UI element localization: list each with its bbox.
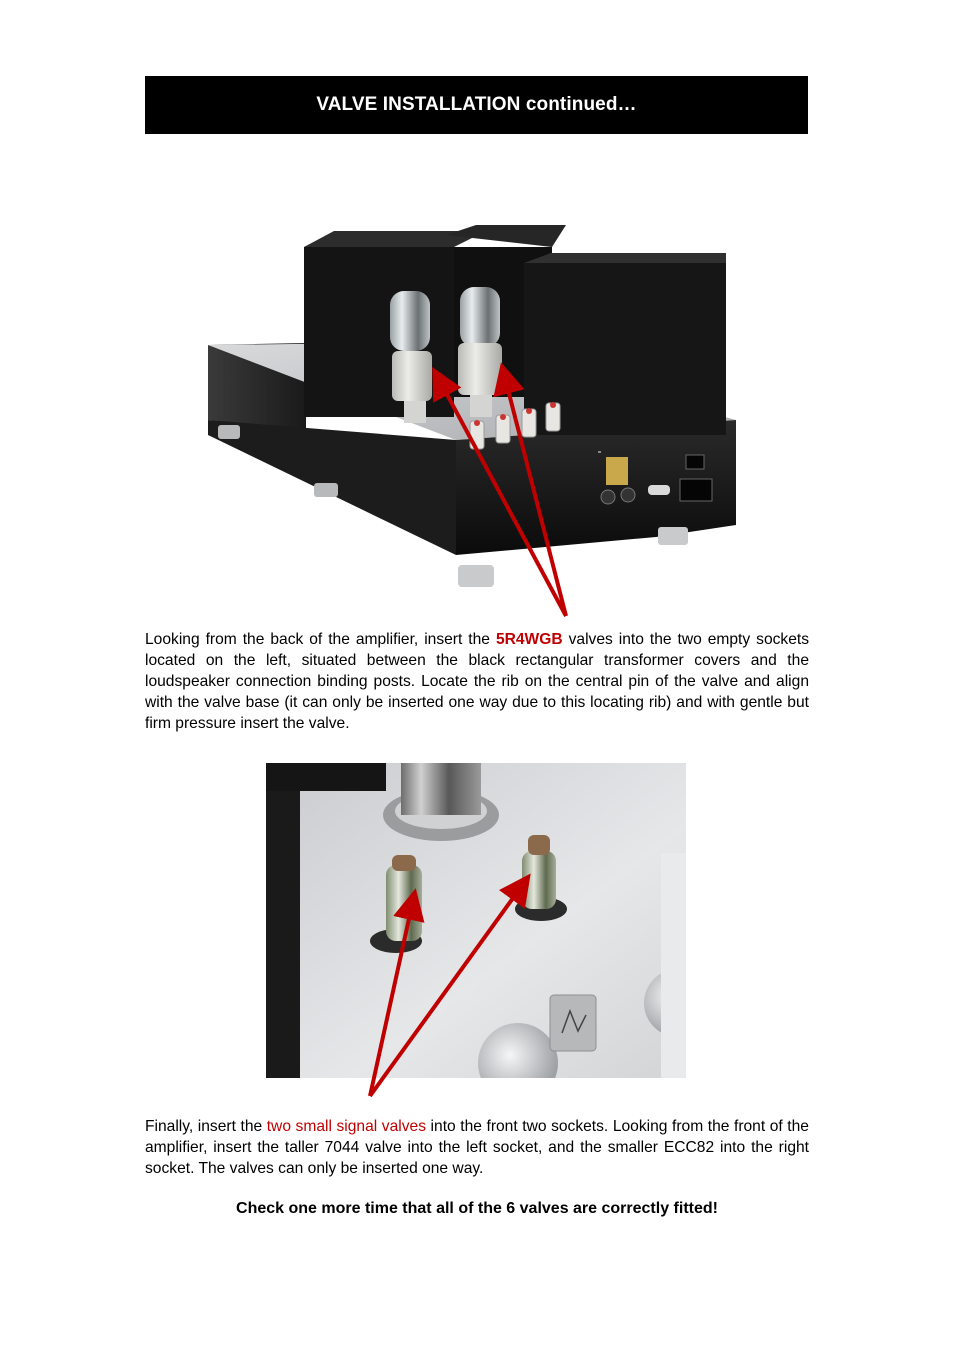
rectifier-instructions	[145, 629, 809, 734]
instruction-text: Looking from the back of the amplifier, insert the	[145, 631, 496, 648]
signal-valves-highlight: two small signal valves	[266, 1118, 426, 1135]
instruction-text: Finally, insert the	[145, 1118, 267, 1135]
valve-type-5r4wgb: 5R4WGB	[495, 631, 563, 648]
instruction-text-cont: into the front two sockets. Looking from the front of the amplifier, insert the taller 7044 valve into the left socket, and the smaller ECC82 into the right socket. The valves can only be inserted one way.	[145, 1118, 809, 1177]
amplifier-rear-photo	[196, 225, 746, 610]
section-title: VALVE INSTALLATION continued…	[316, 94, 637, 115]
signal-valve-instructions	[145, 1116, 809, 1179]
signal-valves-closeup-photo	[266, 763, 686, 1078]
final-check-note: Check one more time that all of the 6 valves are correctly fitted!	[236, 1200, 718, 1217]
instruction-text-cont: valves into the two empty sockets located on the left, situated between the black rectangular transformer covers and the loudspeaker connection binding posts. Locate the rib on the central pin of the valve and align with the valve base (it can only be inserted one way due to this locating rib) and with gentle but firm pressure insert the valve.	[145, 631, 810, 732]
section-header	[145, 76, 808, 134]
